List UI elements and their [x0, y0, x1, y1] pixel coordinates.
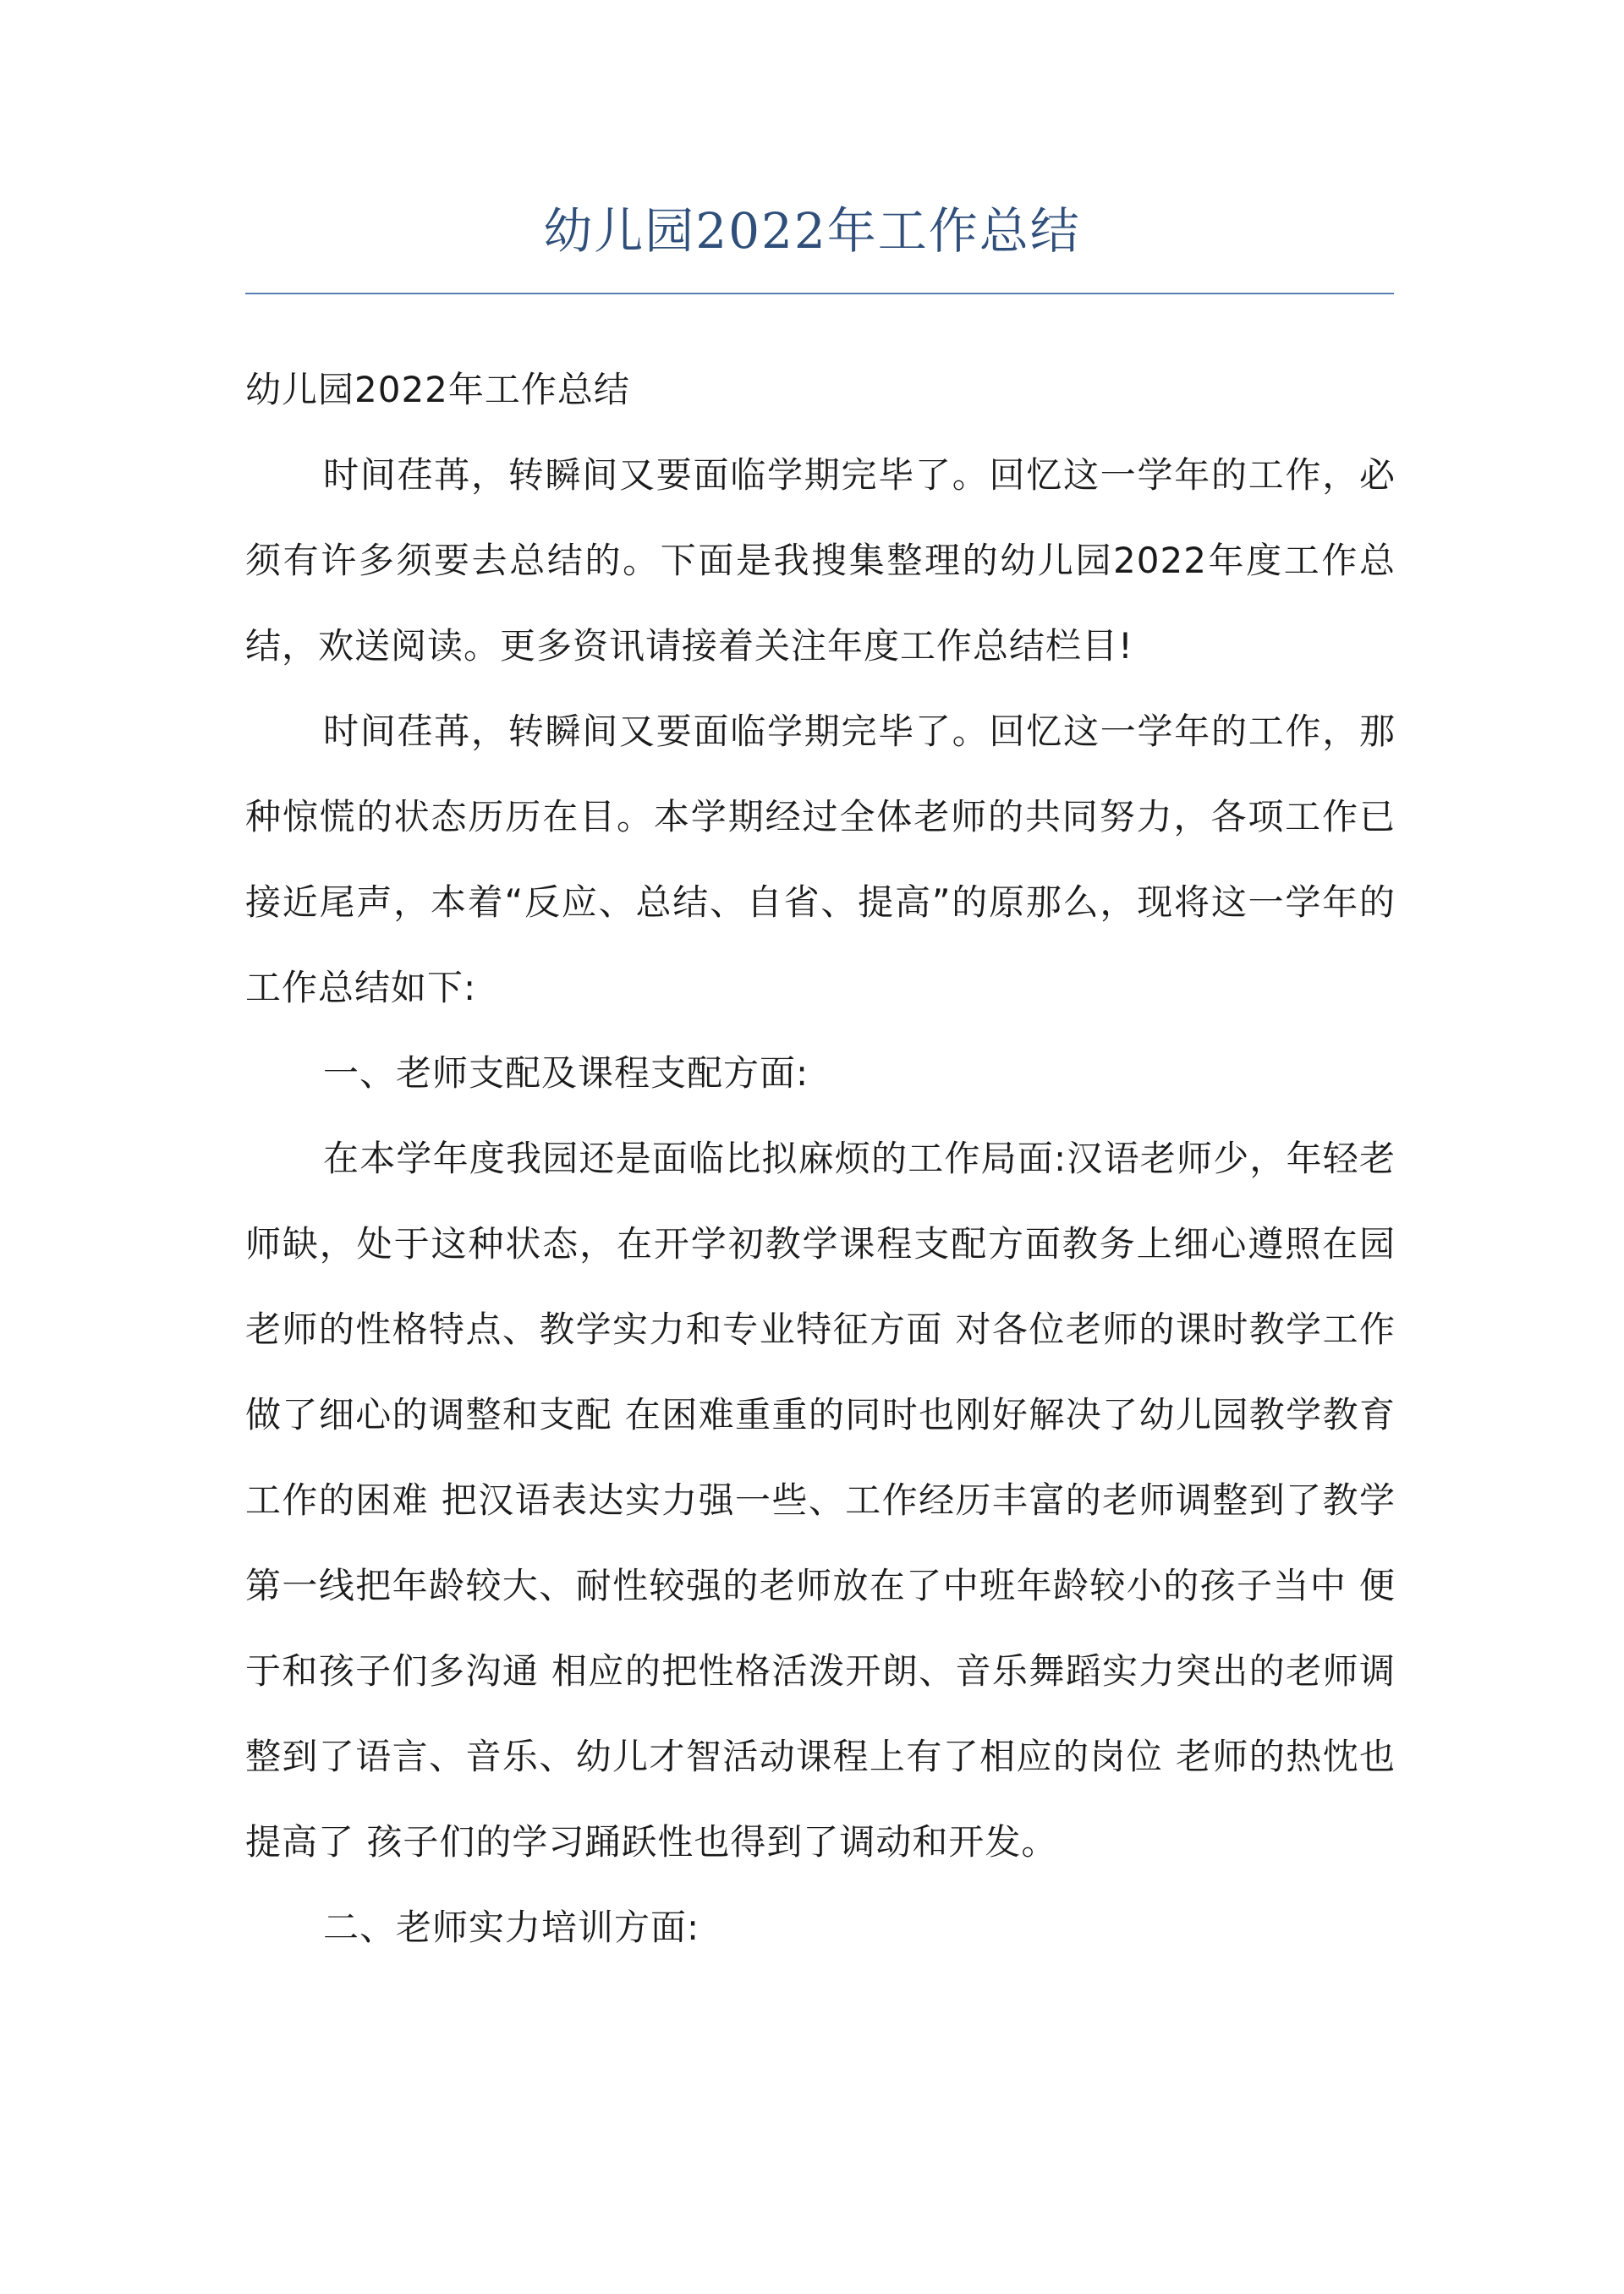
document-body	[245, 347, 1396, 1970]
section-heading-2: 二、老师实力培训方面:	[323, 1907, 700, 1948]
paragraph-summary: 时间荏苒，转瞬间又要面临学期完毕了。回忆这一学年的工作，那种惊慌的状态历历在目。本学期经过全体老师的共同努力，各项工作已接近尾声，本着“反应、总结、自省、提高”的原那么，现将这一学年的工作总结如下:	[245, 711, 1396, 1008]
body-heading-line: 幼儿园2022年工作总结	[245, 369, 630, 410]
paragraph-intro: 时间荏苒，转瞬间又要面临学期完毕了。回忆这一学年的工作，必须有许多须要去总结的。下面是我搜集整理的幼儿园2022年度工作总结，欢送阅读。更多资讯请接着关注年度工作总结栏目!	[245, 454, 1396, 667]
paragraph-section-1: 在本学年度我园还是面临比拟麻烦的工作局面:汉语老师少，年轻老师缺，处于这种状态，在开学初教学课程支配方面教务上细心遵照在园老师的性格特点、教学实力和专业特征方面 对各位老师的课时教学工作做了细心的调整和支配 在困难重重的同时也刚好解决了幼儿园教学教育工作的困难 把汉语表达实力强一些、工作经历丰富的老师调整到了教学第一线把年龄较大、耐性较强的老师放在了中班年龄较小的孩子当中 便于和孩子们多沟通 相应的把性格活泼开朗、音乐舞蹈实力突出的老师调整到了语言、音乐、幼儿才智活动课程上有了相应的岗位 老师的热忱也提高了 孩子们的学习踊跃性也得到了调动和开发。	[245, 1138, 1396, 1863]
document-title: 幼儿园2022年工作总结	[543, 202, 1081, 260]
section-heading-1: 一、老师支配及课程支配方面:	[323, 1052, 809, 1094]
title-divider	[245, 293, 1394, 294]
